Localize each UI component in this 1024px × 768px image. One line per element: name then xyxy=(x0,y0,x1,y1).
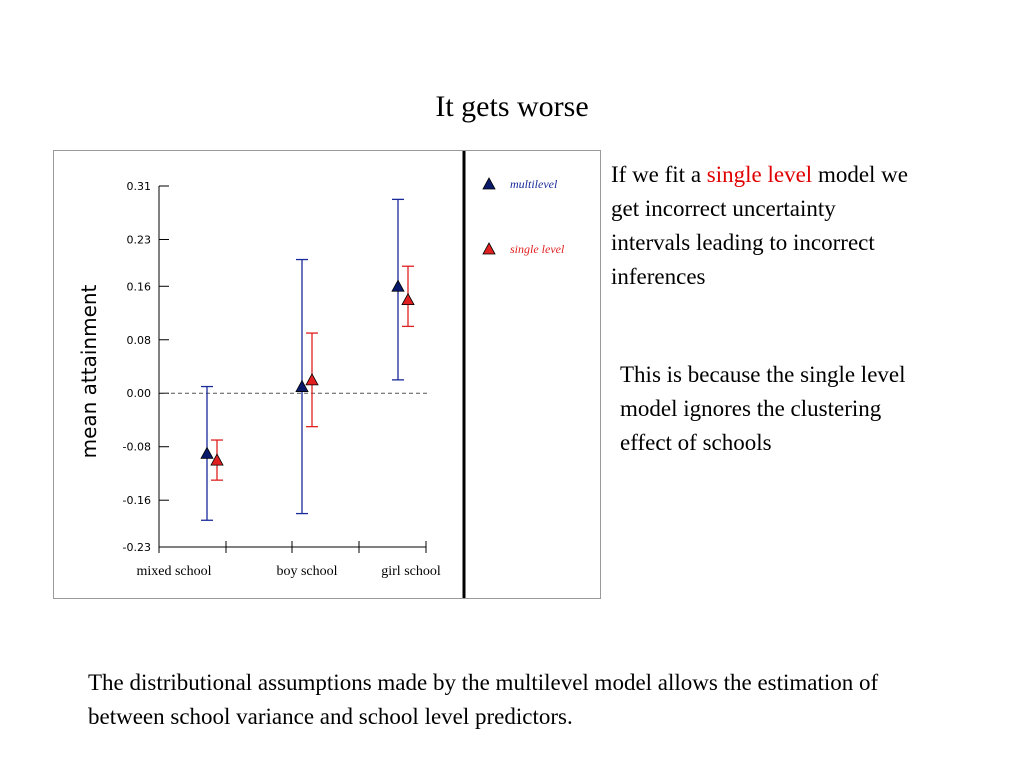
y-tick-label: 0.16 xyxy=(126,280,151,294)
chart-legend xyxy=(483,177,565,256)
point-marker-multilevel xyxy=(296,381,308,392)
chart-axes xyxy=(77,151,464,598)
point-marker-single-level xyxy=(402,294,414,305)
x-tick-label: mixed school xyxy=(136,564,212,579)
y-tick-label: 0.00 xyxy=(126,387,151,401)
legend-label-multilevel: multilevel xyxy=(510,177,558,191)
chart-frame xyxy=(53,150,601,599)
y-tick-label: 0.23 xyxy=(126,233,151,247)
x-tick-label: girl school xyxy=(381,564,441,579)
point-marker-single-level xyxy=(306,374,318,385)
point-marker-multilevel xyxy=(201,447,213,458)
slide-title: It gets worse xyxy=(435,90,589,123)
note-text-before: If we fit a xyxy=(611,162,707,187)
y-tick-label: 0.31 xyxy=(126,180,151,193)
legend-marker-multilevel xyxy=(483,178,495,189)
legend-marker-single-level xyxy=(483,243,495,254)
y-axis-label: mean attainment xyxy=(77,284,101,459)
x-tick-label: boy school xyxy=(276,564,338,579)
reason-note: This is because the single level model ignores the clustering effect of schools xyxy=(620,362,906,455)
footer-note: The distributional assumptions made by the multilevel model allows the estimation of between school variance and school level predictors. xyxy=(88,670,879,729)
chart-svg xyxy=(54,151,600,598)
note-text-after: model we get incorrect uncertainty intervals leading to incorrect inferences xyxy=(611,162,908,289)
y-tick-label: -0.08 xyxy=(122,440,151,454)
y-tick-label: -0.16 xyxy=(122,494,151,508)
y-tick-label: 0.08 xyxy=(126,333,151,347)
legend-label-single-level: single level xyxy=(510,242,565,256)
explanation-note xyxy=(611,158,911,294)
note-highlight-single-level: single level xyxy=(706,162,813,187)
y-tick-label: -0.23 xyxy=(122,541,151,554)
point-marker-multilevel xyxy=(392,280,404,291)
chart-marks xyxy=(201,199,414,520)
point-marker-single-level xyxy=(211,454,223,465)
